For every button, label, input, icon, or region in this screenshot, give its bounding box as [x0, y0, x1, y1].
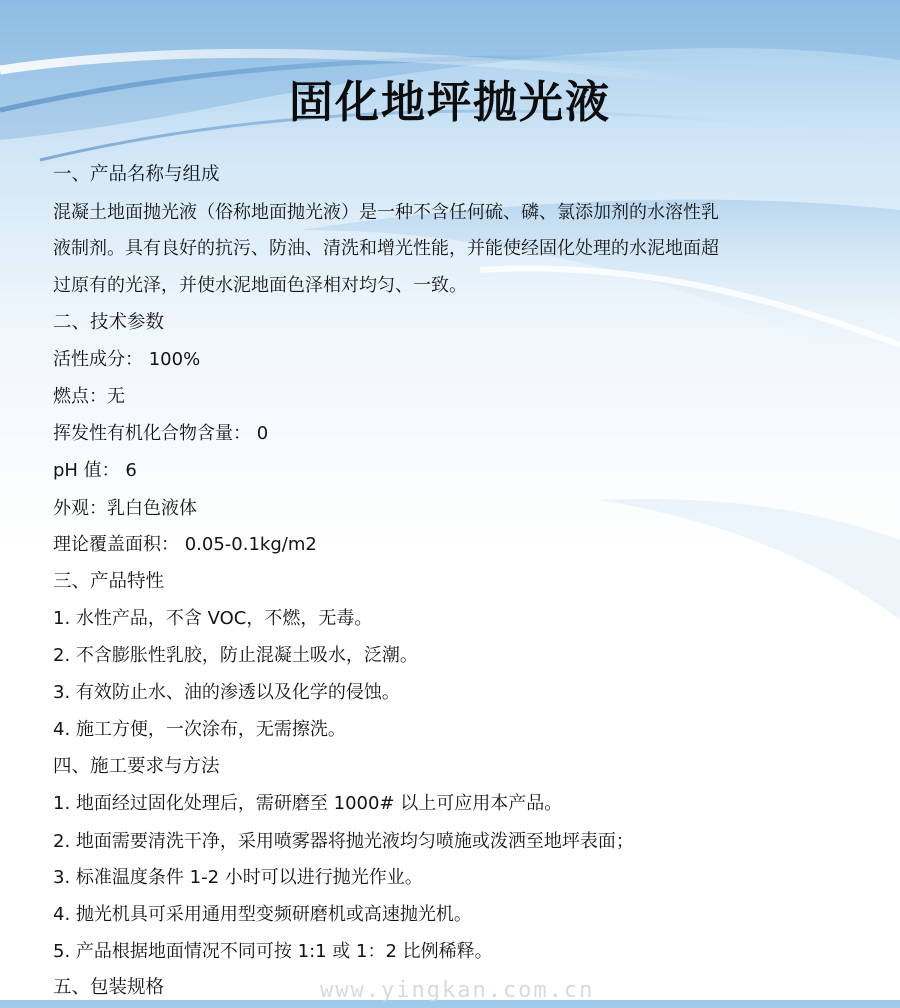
document-title: 固化地坪抛光液 — [289, 77, 611, 128]
paragraph-line: 液制剂。具有良好的抗污、防油、清洗和增光性能，并能使经固化处理的水泥地面超 — [53, 238, 719, 259]
feature-item: 4. 施工方便，一次涂布，无需擦洗。 — [53, 719, 346, 740]
watermark: www.yingkan.com.cn — [320, 978, 595, 1003]
section-heading-1: 一、产品名称与组成 — [53, 164, 220, 185]
spec-active-ingredient: 活性成分： 100% — [53, 349, 201, 370]
section-heading-3: 三、产品特性 — [53, 571, 165, 592]
paragraph-line: 过原有的光泽，并使水泥地面色泽相对均匀、一致。 — [53, 275, 467, 296]
method-step: 3. 标准温度条件 1-2 小时可以进行抛光作业。 — [53, 867, 423, 888]
feature-item: 3. 有效防止水、油的渗透以及化学的侵蚀。 — [53, 682, 400, 703]
method-step: 4. 抛光机具可采用通用型变频研磨机或高速抛光机。 — [53, 904, 472, 925]
feature-item: 2. 不含膨胀性乳胶，防止混凝土吸水，泛潮。 — [53, 645, 418, 666]
section-heading-5: 五、包装规格 — [53, 977, 165, 998]
spec-coverage: 理论覆盖面积： 0.05-0.1kg/m2 — [53, 534, 317, 555]
section-heading-4: 四、施工要求与方法 — [53, 756, 220, 777]
method-step: 5. 产品根据地面情况不同可按 1:1 或 1：2 比例稀释。 — [53, 941, 493, 962]
method-step: 1. 地面经过固化处理后，需研磨至 1000# 以上可应用本产品。 — [53, 793, 563, 814]
spec-ph-value: pH 值： 6 — [53, 460, 137, 481]
spec-appearance: 外观：乳白色液体 — [53, 498, 197, 519]
spec-voc-content: 挥发性有机化合物含量： 0 — [53, 423, 269, 444]
feature-item: 1. 水性产品，不含 VOC，不燃，无毒。 — [53, 608, 373, 629]
paragraph-line: 混凝土地面抛光液（俗称地面抛光液）是一种不含任何硫、磷、氯添加剂的水溶性乳 — [53, 202, 719, 223]
section-heading-2: 二、技术参数 — [53, 312, 165, 333]
method-step: 2. 地面需要清洗干净，采用喷雾器将抛光液均匀喷施或泼洒至地坪表面； — [53, 831, 634, 852]
spec-flash-point: 燃点：无 — [53, 386, 125, 407]
